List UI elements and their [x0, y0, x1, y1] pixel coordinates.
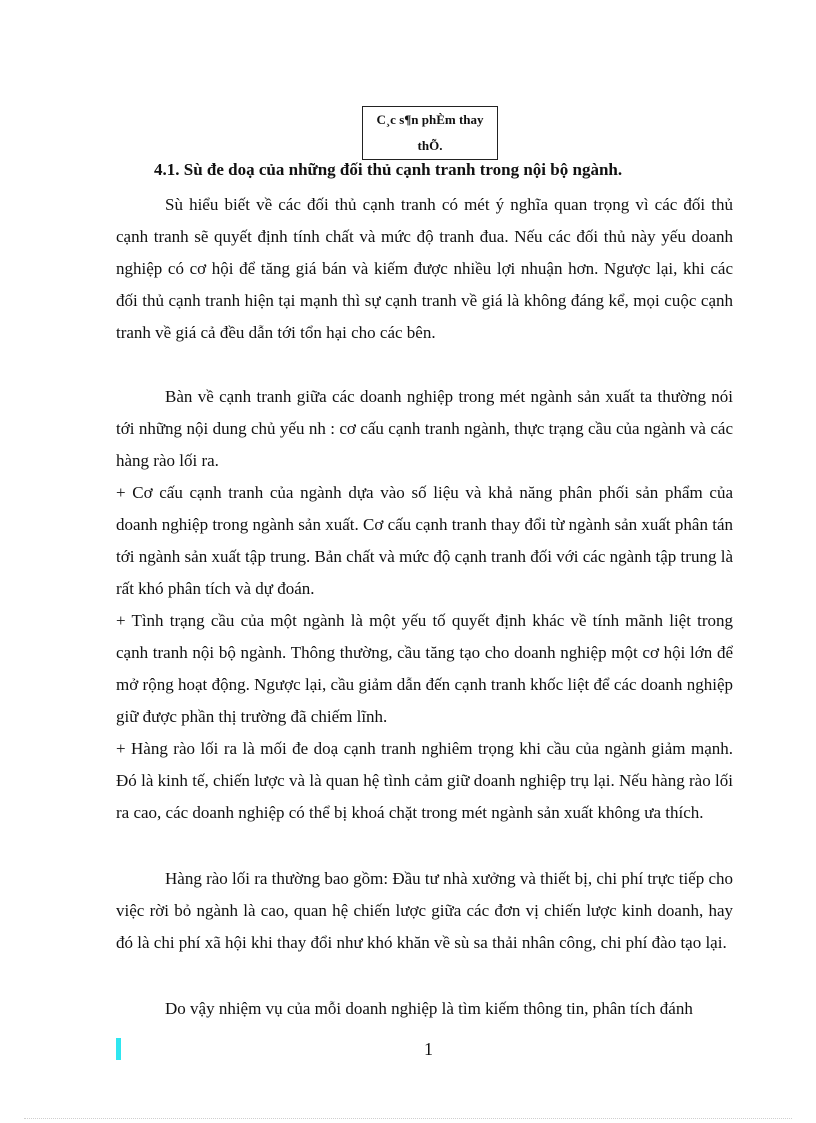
page-bottom-border — [24, 1118, 792, 1119]
paragraph-6: Hàng rào lối ra thường bao gồm: Đầu tư nhà xưởng và thiết bị, chi phí trực tiếp cho việc rời bỏ ngành là cao, quan hệ chiến lược giữa các đơn vị chiến lược kinh doanh, hay đó là chi phí xã hội khi thay đổi như khó khăn về sù sa thải nhân công, chi phí đào tạo lại. — [116, 869, 734, 952]
paragraph-1: Sù hiểu biết về các đối thủ cạnh tranh có mét ý nghĩa quan trọng vì các đối thủ cạnh tranh sẽ quyết định tính chất và mức độ tranh đua. Nếu các đối thủ này yếu doanh nghiệp có cơ hội để tăng giá bán và kiếm được nhiều lợi nhuận hơn. Ngược lại, khi các đối thủ cạnh tranh hiện tại mạnh thì sự cạnh tranh về giá là không đáng kể, mọi cuộc cạnh tranh về giá cả đều dẫn tới tổn hại cho các bên. — [116, 195, 733, 342]
section-heading: 4.1. Sù đe doạ của những đối thủ cạnh tranh trong nội bộ ngành. — [154, 160, 623, 179]
paragraph-4: + Tình trạng cầu của một ngành là một yếu tố quyết định khác về tính mãnh liệt trong cạnh tranh nội bộ ngành. Thông thường, cầu tăng tạo cho doanh nghiệp một cơ hội lớn để mở rộng hoạt động. Ngược lại, cầu giảm dẫn đến cạnh tranh khốc liệt để các doanh nghiệp giữ được phần thị trường đã chiếm lĩnh. — [116, 611, 733, 726]
floating-text-box[interactable] — [362, 106, 498, 160]
paragraph-7: Do vậy nhiệm vụ của mỗi doanh nghiệp là tìm kiếm thông tin, phân tích đánh — [165, 999, 693, 1018]
text-box-line-2: thÕ. — [417, 138, 443, 153]
paragraph-5: + Hàng rào lối ra là mối đe doạ cạnh tranh nghiêm trọng khi cầu của ngành giảm mạnh. Đó là kinh tế, chiến lược và là quan hệ tình cảm giữ doanh nghiệp trụ lại. Nếu hàng rào lối ra cao, các doanh nghiệp có thể bị khoá chặt trong mét ngành sản xuất không ưa thích. — [116, 739, 733, 822]
paragraph-2: Bàn về cạnh tranh giữa các doanh nghiệp trong mét ngành sản xuất ta thường nói tới những nội dung chủ yếu nh : cơ cấu cạnh tranh ngành, thực trạng cầu của ngành và các hàng rào lối ra. — [116, 387, 733, 470]
text-box-line-1: C¸c s¶n phÈm thay — [376, 112, 484, 127]
text-cursor-marker — [116, 1038, 121, 1060]
paragraph-3: + Cơ cấu cạnh tranh của ngành dựa vào số liệu và khả năng phân phối sản phẩm của doanh nghiệp trong ngành sản xuất. Cơ cấu cạnh tranh thay đổi từ ngành sản xuất phân tán tới ngành sản xuất tập trung. Bản chất và mức độ cạnh tranh đối với các ngành tập trung là rất khó phân tích và dự đoán. — [116, 483, 733, 598]
page-number: 1 — [424, 1039, 433, 1059]
